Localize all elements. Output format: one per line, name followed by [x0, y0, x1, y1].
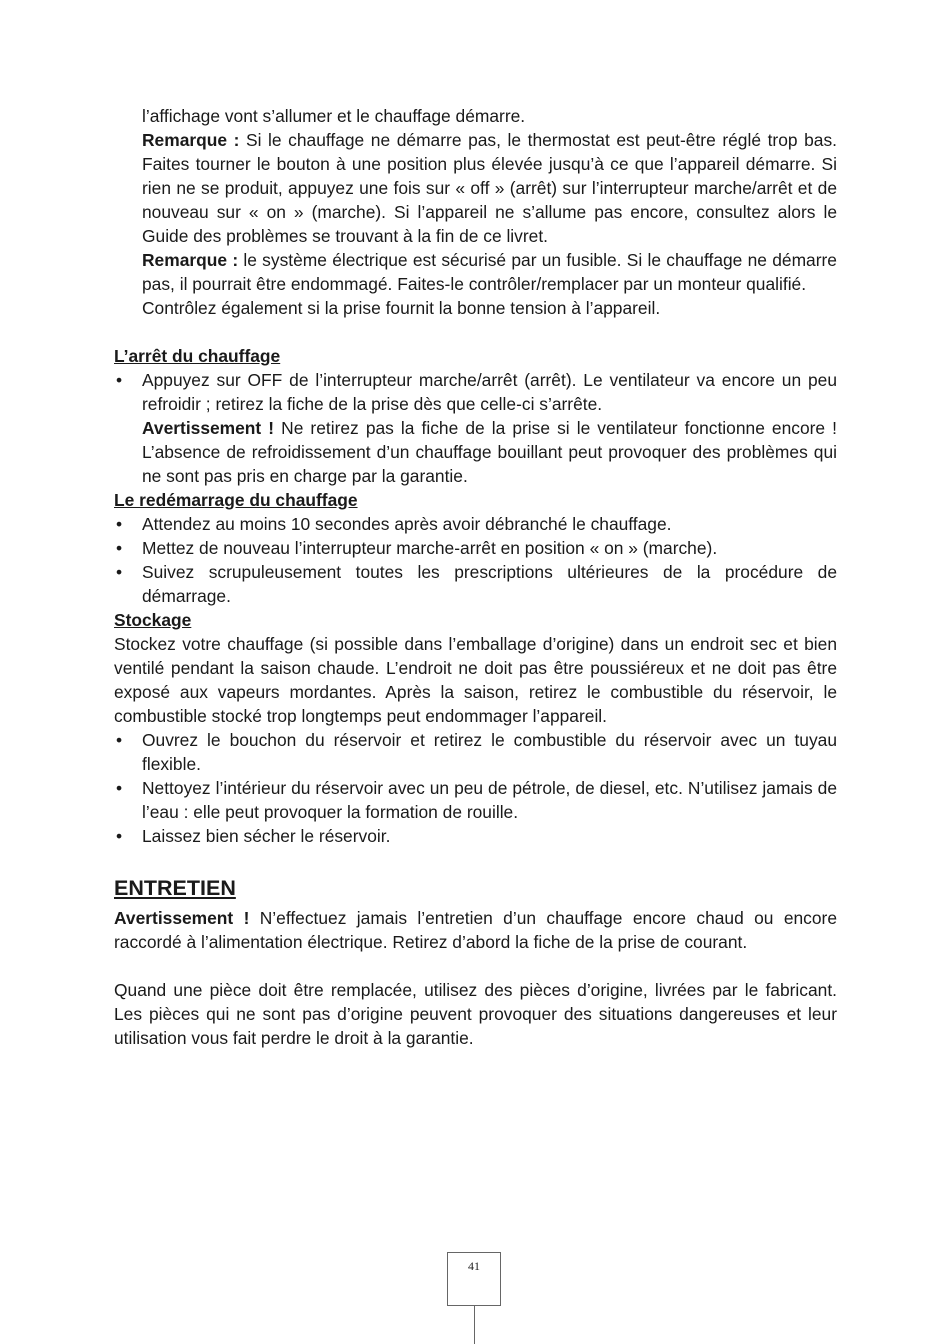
- remark-label: Remarque :: [142, 250, 239, 270]
- list-item: [114, 728, 837, 776]
- restart-list: [114, 512, 837, 608]
- remark-text: Si le chauffage ne démarre pas, le thermostat est peut-être réglé trop bas. Faites tourner le bouton à une position plus élevée jusqu’à ce que l’appareil démarre. Si rien ne se produit, appuyez une fois sur « off » (arrêt) sur l’interrupteur marche/arrêt et de nouveau sur « on » (marche). Si l’appareil ne s’allume pas encore, consultez alors le Guide des problèmes se trouvant à la fin de ce livret.: [142, 130, 837, 246]
- list-item-text: Mettez de nouveau l’interrupteur marche-arrêt en position « on » (marche).: [142, 538, 718, 558]
- replacement-parts-paragraph: Quand une pièce doit être remplacée, utilisez des pièces d’origine, livrées par le fabricant. Les pièces qui ne sont pas d’origine peuvent provoquer des situations dangereuses et leur utilisation vous fait perdre le droit à la garantie.: [114, 980, 837, 1048]
- list-item: [114, 512, 837, 536]
- storage-heading: Stockage: [114, 610, 192, 630]
- list-item-text: Ouvrez le bouchon du réservoir et retirez le combustible du réservoir avec un tuyau flexible.: [142, 730, 837, 774]
- warning-label: Avertissement !: [142, 418, 275, 438]
- spacer: [114, 954, 837, 978]
- remark-text: le système électrique est sécurisé par un fusible. Si le chauffage ne démarre pas, il pourrait être endommagé. Faites-le contrôler/remplacer par un monteur qualifié.: [142, 250, 837, 294]
- page-number: 41: [447, 1252, 501, 1306]
- maintenance-heading: ENTRETIEN: [114, 876, 236, 900]
- remark-label: Remarque :: [142, 130, 240, 150]
- stop-list: [114, 368, 837, 416]
- warning-label: Avertissement !: [114, 908, 250, 928]
- list-item-text: Attendez au moins 10 secondes après avoir débranché le chauffage.: [142, 514, 672, 534]
- list-item: [114, 560, 837, 608]
- stop-warning-paragraph: [114, 416, 837, 488]
- page-number-divider: [474, 1306, 475, 1344]
- list-item: [114, 824, 837, 848]
- list-item-text: Suivez scrupuleusement toutes les prescriptions ultérieures de la procédure de démarrage.: [142, 562, 837, 606]
- bullet-icon: •: [116, 538, 123, 558]
- restart-heading: Le redémarrage du chauffage: [114, 490, 358, 510]
- storage-paragraph: Stockez votre chauffage (si possible dans l’emballage d’origine) dans un endroit sec et bien ventilé pendant la saison chaude. L’endroit ne doit pas être poussiéreux et ne doit pas être exposé aux vapeurs mordantes. Après la saison, retirez le combustible du réservoir, le combustible stocké trop longtemps peut endommager l’appareil.: [114, 634, 837, 726]
- fuse-remark-paragraph: [114, 248, 837, 296]
- spacer: [114, 848, 837, 868]
- bullet-icon: •: [116, 562, 123, 582]
- bullet-icon: •: [116, 514, 123, 534]
- stop-heading: L’arrêt du chauffage: [114, 346, 281, 366]
- list-item: [114, 776, 837, 824]
- list-item-text: Appuyez sur OFF de l’interrupteur marche/arrêt (arrêt). Le ventilateur va encore un peu refroidir ; retirez la fiche de la prise dès que celle-ci s’arrête.: [142, 370, 837, 414]
- intro-line: l’affichage vont s’allumer et le chauffage démarre.: [142, 106, 526, 126]
- storage-list: [114, 728, 837, 848]
- bullet-icon: •: [116, 730, 123, 750]
- document-page: [114, 104, 837, 1050]
- list-item-text: Laissez bien sécher le réservoir.: [142, 826, 391, 846]
- list-item: [114, 368, 837, 416]
- maintenance-warning-paragraph: [114, 906, 837, 954]
- list-item-text: Nettoyez l’intérieur du réservoir avec un peu de pétrole, de diesel, etc. N’utilisez jamais de l’eau : elle peut provoquer la formation de rouille.: [142, 778, 837, 822]
- warning-text: N’effectuez jamais l’entretien d’un chauffage encore chaud ou encore raccordé à l’alimentation électrique. Retirez d’abord la fiche de la prise de courant.: [114, 908, 837, 952]
- list-item: [114, 536, 837, 560]
- warning-text: Ne retirez pas la fiche de la prise si le ventilateur fonctionne encore ! L’absence de refroidissement d’un chauffage bouillant peut provoquer des problèmes qui ne sont pas pris en charge par la garantie.: [142, 418, 837, 486]
- bullet-icon: •: [116, 370, 123, 390]
- bullet-icon: •: [116, 826, 123, 846]
- remark-paragraph: [114, 128, 837, 248]
- spacer: [114, 320, 837, 344]
- voltage-check-paragraph: Contrôlez également si la prise fournit la bonne tension à l’appareil.: [142, 298, 661, 318]
- bullet-icon: •: [116, 778, 123, 798]
